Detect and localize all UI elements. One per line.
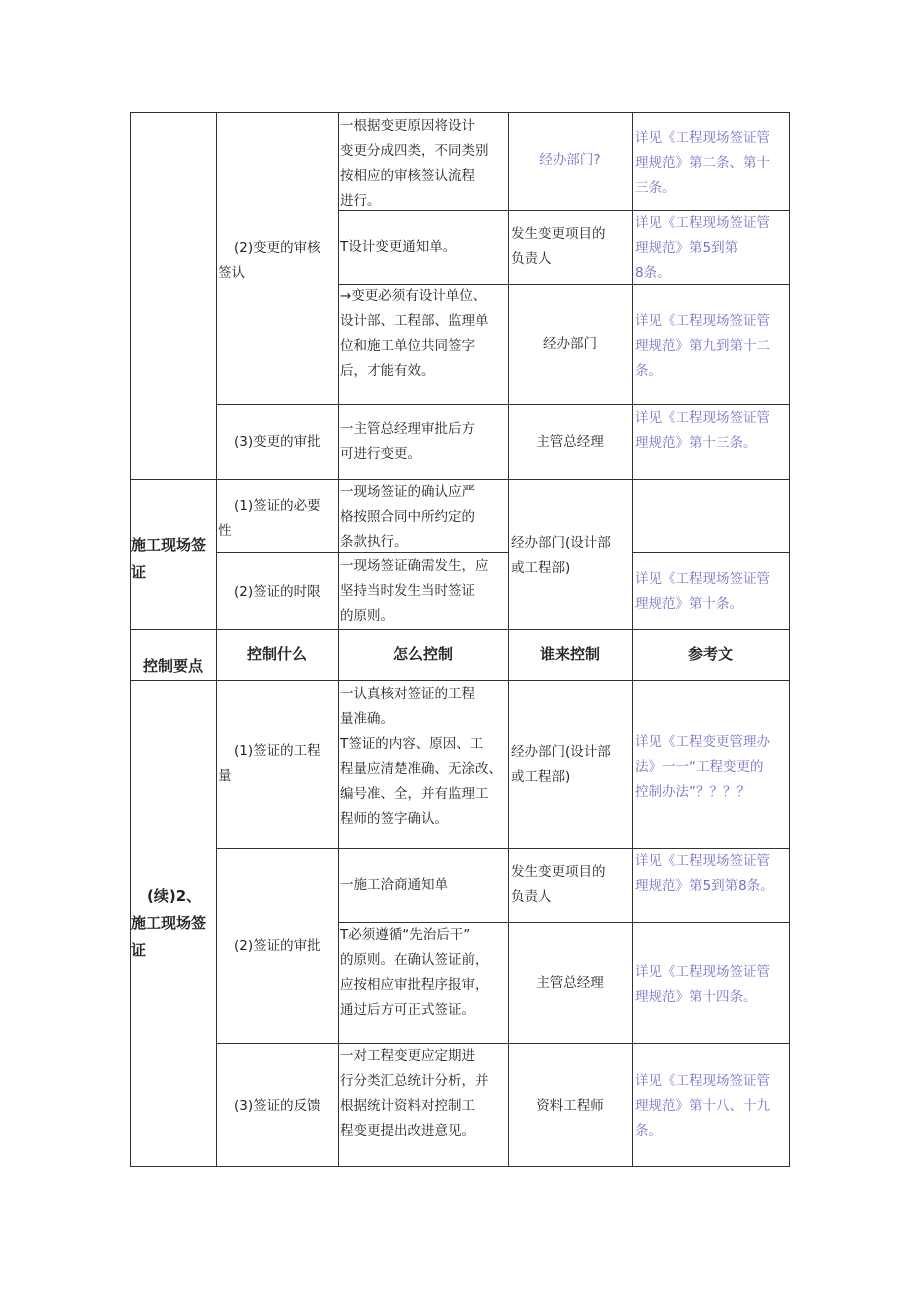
header-control-point: 控制要点 [142,657,203,675]
header-control-what: 控制什么 [246,645,307,663]
a-r2-ref: 详见《工程现场签证管 理规范》第5到第 8条。 [635,215,770,281]
c-r1-what: (1)签证的工程 量 [218,743,321,784]
b-r2-what: (2)签证的时限 [234,584,321,600]
b-r1-what: (1)签证的必要 性 [218,498,321,539]
a-r1-ref: 详见《工程现场签证管 理规范》第二条、第十 三条。 [635,130,770,196]
c-r2-ref: 详见《工程现场签证管 理规范》第5到第8条。 [635,853,774,894]
b-r2-ref: 详见《工程现场签证管 理规范》第十条。 [635,571,770,612]
header-reference: 参考文 [687,645,733,663]
a-r1-who: 经办部门? [539,152,601,168]
c-r4-what: (3)签证的反馈 [234,1098,321,1114]
c-r4-who: 资料工程师 [536,1098,604,1114]
b-who: 经办部门(设计部 或工程部) [511,535,611,576]
c-r1-who: 经办部门(设计部 或工程部) [511,744,611,785]
c-r1-how: 一认真核对签证的工程 量准确。 T签证的内容、原因、工 程量应清楚准确、无涂改、 编号准、全，并有监理工 程师的签字确认。 [340,686,502,827]
a-r4-who: 主管总经理 [536,434,604,450]
c-r2-who: 发生变更项目的 负责人 [511,864,606,905]
a-r4-what: (3)变更的审批 [234,434,321,450]
a-r2-who: 发生变更项目的 负责人 [511,226,606,267]
a-r3-ref: 详见《工程现场签证管 理规范》第九到第十二 条。 [635,313,770,379]
a-r3-who: 经办部门 [543,336,597,352]
a-r1-how: 一根据变更原因将设计 变更分成四类，不同类别 按相应的审核签认流程 进行。 [340,118,489,209]
header-control-who: 谁来控制 [539,645,600,663]
c-r4-ref: 详见《工程现场签证管 理规范》第十八、十九 条。 [635,1073,770,1139]
b-r1-how: 一现场签证的确认应严 格按照合同中所约定的 条款执行。 [340,484,475,550]
header-control-how: 怎么控制 [392,645,453,663]
c-r4-how: 一对工程变更应定期进 行分类汇总统计分析，并 根据统计资料对控制工 程变更提出改进意见。 [340,1048,489,1139]
c-r3-how: T必须遵循“先治后干” 的原则。在确认签证前， 应按相应审批程序报审， 通过后方可正式签证。 [340,927,489,1018]
c-r2-how: 一施工洽商通知单 [340,877,448,893]
b-control-point: 施工现场签 证 [131,536,207,581]
c-r3-ref: 详见《工程现场签证管 理规范》第十四条。 [635,964,770,1005]
a-r4-ref: 详见《工程现场签证管 理规范》第十三条。 [635,410,770,451]
a-r2-how: T设计变更通知单。 [340,239,457,255]
c-r1-ref: 详见《工程变更管理办 法》一一“工程变更的 控制办法”？？？？ [635,734,770,800]
a-r3-how: →变更必须有设计单位、 设计部、工程部、监理单 位和施工单位共同签字 后，才能有效。 [340,288,489,379]
c-approve-what: (2)签证的审批 [234,938,321,954]
a-change-review-what: (2)变更的审核 签认 [218,240,321,281]
b-r2-how: 一现场签证确需发生，应 坚持当时发生当时签证 的原则。 [340,558,489,624]
a-r4-how: 一主管总经理审批后方 可进行变更。 [340,421,475,462]
c-r3-who: 主管总经理 [536,975,604,991]
c-control-point: (续)2、 施工现场签 证 [131,887,207,959]
